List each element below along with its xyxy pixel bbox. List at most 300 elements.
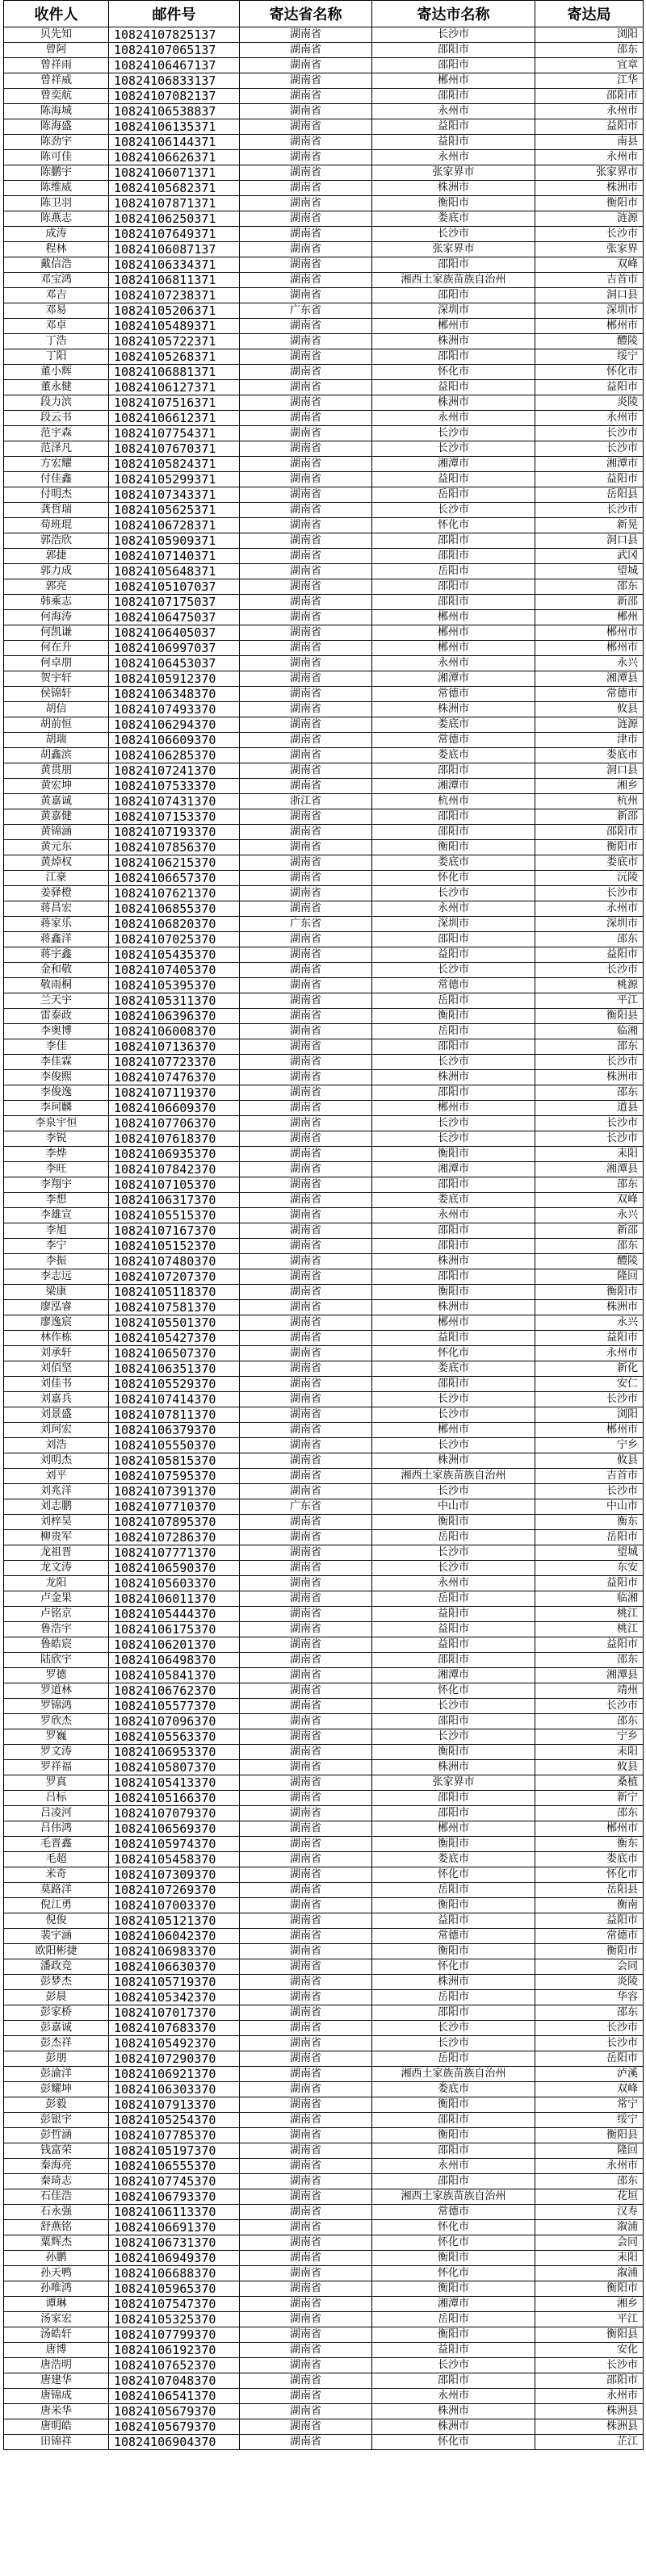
dest-bureau-cell: 邵东 [535, 1039, 644, 1055]
dest-bureau-cell: 中山市 [535, 1499, 644, 1515]
dest-province-cell: 湖南省 [240, 1484, 372, 1499]
tracking-number-cell: 10824106555370 [109, 2159, 240, 2174]
dest-bureau-cell: 会同 [535, 2235, 644, 2251]
dest-city-cell: 邵阳市 [372, 1791, 535, 1806]
recipient-cell: 钱富荣 [4, 2143, 109, 2159]
recipient-cell: 戴信浩 [4, 257, 109, 273]
table-row [4, 135, 644, 150]
table-row [4, 595, 644, 610]
dest-city-cell: 长沙市 [372, 1392, 535, 1407]
dest-province-cell: 湖南省 [240, 119, 372, 135]
recipient-cell: 黄嘉健 [4, 809, 109, 825]
table-row [4, 1193, 644, 1208]
dest-city-cell: 长沙市 [372, 1545, 535, 1561]
table-row [4, 426, 644, 441]
tracking-number-cell: 10824105648371 [109, 564, 240, 579]
dest-province-cell: 湖南省 [240, 564, 372, 579]
tracking-number-cell: 10824107207370 [109, 1269, 240, 1285]
dest-province-cell: 湖南省 [240, 1714, 372, 1729]
tracking-number-cell: 10824106351370 [109, 1361, 240, 1377]
table-row [4, 119, 644, 135]
dest-province-cell: 湖南省 [240, 1990, 372, 2005]
tracking-number-cell: 10824106657370 [109, 871, 240, 886]
recipient-cell: 李奥博 [4, 1024, 109, 1039]
dest-bureau-cell: 吉首市 [535, 1469, 644, 1484]
table-row [4, 978, 644, 993]
recipient-cell: 胡信 [4, 702, 109, 717]
table-row [4, 2404, 644, 2419]
recipient-cell: 李佳霖 [4, 1055, 109, 1070]
table-row [4, 472, 644, 487]
dest-city-cell: 娄底市 [372, 1852, 535, 1867]
dest-bureau-cell: 衡东 [535, 1515, 644, 1530]
tracking-number-cell: 10824106569370 [109, 1821, 240, 1837]
dest-province-cell: 湖南省 [240, 595, 372, 610]
table-row [4, 1162, 644, 1177]
dest-province-cell: 湖南省 [240, 104, 372, 119]
tracking-number-cell: 10824107493370 [109, 702, 240, 717]
tracking-number-cell: 10824106453037 [109, 656, 240, 671]
recipient-cell: 刘承轩 [4, 1346, 109, 1361]
dest-bureau-cell: 新邵 [535, 1223, 644, 1239]
dest-province-cell: 湖南省 [240, 1729, 372, 1745]
recipient-cell: 丁阳 [4, 349, 109, 365]
dest-province-cell: 湖南省 [240, 1116, 372, 1131]
dest-province-cell: 湖南省 [240, 2067, 372, 2082]
dest-province-cell: 湖南省 [240, 411, 372, 426]
mail-table [3, 0, 644, 2450]
dest-bureau-cell: 益阳市 [535, 1576, 644, 1591]
dest-bureau-cell: 邵东 [535, 1177, 644, 1193]
dest-bureau-cell: 新邵 [535, 809, 644, 825]
dest-bureau-cell: 炎陵 [535, 395, 644, 411]
dest-bureau-cell: 邵东 [535, 43, 644, 58]
tracking-number-cell: 10824105435370 [109, 947, 240, 963]
dest-province-cell: 湖南省 [240, 73, 372, 89]
dest-city-cell: 邵阳市 [372, 1653, 535, 1668]
dest-province-cell: 湖南省 [240, 733, 372, 748]
recipient-cell: 粟辉杰 [4, 2235, 109, 2251]
recipient-cell: 秦琦志 [4, 2174, 109, 2189]
recipient-cell: 郭捷 [4, 549, 109, 564]
table-row [4, 1714, 644, 1729]
table-row [4, 901, 644, 917]
tracking-number-cell: 10824107175037 [109, 595, 240, 610]
dest-city-cell: 郴州市 [372, 1315, 535, 1331]
dest-city-cell: 张家界市 [372, 1775, 535, 1791]
dest-province-cell: 湖南省 [240, 763, 372, 779]
dest-province-cell: 湖南省 [240, 1009, 372, 1024]
dest-province-cell: 湖南省 [240, 2051, 372, 2067]
tracking-number-cell: 10824106215370 [109, 855, 240, 871]
tracking-number-cell: 10824107391370 [109, 1484, 240, 1499]
tracking-number-cell: 10824105299371 [109, 472, 240, 487]
recipient-cell: 丁浩 [4, 334, 109, 349]
dest-bureau-cell: 益阳市 [535, 380, 644, 395]
recipient-cell: 蒋昌宏 [4, 901, 109, 917]
dest-bureau-cell: 双峰 [535, 257, 644, 273]
table-row [4, 963, 644, 978]
tracking-number-cell: 10824107745370 [109, 2174, 240, 2189]
dest-bureau-cell: 沅陵 [535, 871, 644, 886]
dest-province-cell: 湖南省 [240, 687, 372, 702]
recipient-cell: 李振 [4, 1254, 109, 1269]
dest-bureau-cell: 道县 [535, 1101, 644, 1116]
dest-bureau-cell: 桃源 [535, 978, 644, 993]
tracking-number-cell: 10824106609370 [109, 733, 240, 748]
recipient-cell: 陈劲宇 [4, 135, 109, 150]
table-row [4, 211, 644, 227]
dest-city-cell: 怀化市 [372, 2220, 535, 2235]
recipient-cell: 曾祥威 [4, 73, 109, 89]
dest-province-cell: 湖南省 [240, 1361, 372, 1377]
tracking-number-cell: 10824106731370 [109, 2235, 240, 2251]
table-row [4, 58, 644, 73]
tracking-number-cell: 10824107193370 [109, 825, 240, 840]
dest-province-cell: 湖南省 [240, 625, 372, 641]
dest-bureau-cell: 新化 [535, 1361, 644, 1377]
dest-bureau-cell: 涟源 [535, 717, 644, 733]
table-row [4, 2327, 644, 2343]
tracking-number-cell: 10824107025370 [109, 932, 240, 947]
dest-bureau-cell: 安化 [535, 2343, 644, 2358]
table-row [4, 1775, 644, 1791]
dest-province-cell: 湖南省 [240, 825, 372, 840]
tracking-number-cell: 10824105679370 [109, 2404, 240, 2419]
tracking-number-cell: 10824107096370 [109, 1714, 240, 1729]
recipient-cell: 蒋家乐 [4, 917, 109, 932]
recipient-cell: 罗文涛 [4, 1745, 109, 1760]
tracking-number-cell: 10824105489371 [109, 319, 240, 334]
recipient-cell: 龚哲瑞 [4, 503, 109, 518]
tracking-number-cell: 10824105722371 [109, 334, 240, 349]
dest-city-cell: 湘潭市 [372, 671, 535, 687]
recipient-cell: 潘政竞 [4, 1959, 109, 1975]
dest-bureau-cell: 涟源 [535, 211, 644, 227]
tracking-number-cell: 10824105444370 [109, 1607, 240, 1622]
recipient-cell: 邓易 [4, 303, 109, 319]
dest-province-cell: 湖南省 [240, 2082, 372, 2097]
dest-city-cell: 郴州市 [372, 1101, 535, 1116]
tracking-number-cell: 10824107785370 [109, 2128, 240, 2143]
recipient-cell: 李泉宇恒 [4, 1116, 109, 1131]
dest-province-cell: 湖南省 [240, 487, 372, 503]
tracking-number-cell: 10824106144371 [109, 135, 240, 150]
tracking-number-cell: 10824107082137 [109, 89, 240, 104]
recipient-cell: 孙天鸭 [4, 2266, 109, 2281]
tracking-number-cell: 10824106793370 [109, 2189, 240, 2205]
tracking-number-cell: 10824106855370 [109, 901, 240, 917]
table-row [4, 1453, 644, 1469]
table-row [4, 2113, 644, 2128]
tracking-number-cell: 10824107238371 [109, 288, 240, 303]
dest-province-cell: 湖南省 [240, 1177, 372, 1193]
dest-province-cell: 湖南省 [240, 426, 372, 441]
tracking-number-cell: 10824106042370 [109, 1929, 240, 1944]
dest-province-cell: 湖南省 [240, 549, 372, 564]
dest-province-cell: 湖南省 [240, 2128, 372, 2143]
dest-bureau-cell: 长沙市 [535, 963, 644, 978]
table-row [4, 1407, 644, 1423]
recipient-cell: 范泽凡 [4, 441, 109, 457]
tracking-number-cell: 10824105152370 [109, 1239, 240, 1254]
dest-bureau-cell: 郴州市 [535, 641, 644, 656]
dest-city-cell: 株洲市 [372, 1975, 535, 1990]
dest-province-cell: 湖南省 [240, 58, 372, 73]
recipient-cell: 彭嘉诚 [4, 2021, 109, 2036]
dest-bureau-cell: 隆回 [535, 1269, 644, 1285]
tracking-number-cell: 10824107079370 [109, 1806, 240, 1821]
dest-province-cell: 湖南省 [240, 1653, 372, 1668]
table-row [4, 763, 644, 779]
dest-bureau-cell: 永州市 [535, 2389, 644, 2404]
dest-province-cell: 湖南省 [240, 1346, 372, 1361]
dest-province-cell: 广东省 [240, 1499, 372, 1515]
dest-province-cell: 湖南省 [240, 1515, 372, 1530]
tracking-number-cell: 10824106113370 [109, 2205, 240, 2220]
dest-city-cell: 益阳市 [372, 119, 535, 135]
table-row [4, 564, 644, 579]
tracking-number-cell: 10824107595370 [109, 1469, 240, 1484]
table-row [4, 1361, 644, 1377]
recipient-cell: 黄焯权 [4, 855, 109, 871]
tracking-number-cell: 10824107286370 [109, 1530, 240, 1545]
recipient-cell: 邓宝鸿 [4, 273, 109, 288]
dest-bureau-cell: 浏阳 [535, 27, 644, 43]
dest-bureau-cell: 长沙市 [535, 2358, 644, 2373]
recipient-cell: 何海涛 [4, 610, 109, 625]
dest-province-cell: 湖南省 [240, 1760, 372, 1775]
recipient-cell: 蒋宇鑫 [4, 947, 109, 963]
tracking-number-cell: 10824107842370 [109, 1162, 240, 1177]
tracking-number-cell: 10824107105370 [109, 1177, 240, 1193]
dest-city-cell: 邵阳市 [372, 288, 535, 303]
dest-bureau-cell: 怀化市 [535, 365, 644, 380]
table-row [4, 365, 644, 380]
recipient-cell: 彭朋 [4, 2051, 109, 2067]
tracking-number-cell: 10824105965370 [109, 2281, 240, 2297]
dest-province-cell: 湖南省 [240, 840, 372, 855]
dest-province-cell: 湖南省 [240, 1959, 372, 1975]
dest-province-cell: 湖南省 [240, 656, 372, 671]
table-row [4, 1867, 644, 1883]
tracking-number-cell: 10824105427370 [109, 1331, 240, 1346]
recipient-cell: 郭浩欣 [4, 533, 109, 549]
recipient-cell: 罗祥福 [4, 1760, 109, 1775]
tracking-number-cell: 10824106691370 [109, 2220, 240, 2235]
dest-province-cell: 湖南省 [240, 1806, 372, 1821]
dest-city-cell: 益阳市 [372, 947, 535, 963]
recipient-cell: 方宏耀 [4, 457, 109, 472]
table-row [4, 2036, 644, 2051]
dest-city-cell: 永州市 [372, 104, 535, 119]
recipient-cell: 何卓朋 [4, 656, 109, 671]
table-row [4, 2312, 644, 2327]
dest-bureau-cell: 永兴 [535, 1208, 644, 1223]
dest-province-cell: 湖南省 [240, 181, 372, 196]
dest-city-cell: 衡阳市 [372, 2097, 535, 2113]
table-row [4, 871, 644, 886]
dest-bureau-cell: 江华 [535, 73, 644, 89]
table-row [4, 825, 644, 840]
dest-bureau-cell: 长沙市 [535, 1131, 644, 1147]
dest-bureau-cell: 炎陵 [535, 1975, 644, 1990]
table-row [4, 641, 644, 656]
recipient-cell: 唐米华 [4, 2404, 109, 2419]
dest-province-cell: 湖南省 [240, 242, 372, 257]
recipient-cell: 范宇森 [4, 426, 109, 441]
table-row [4, 1085, 644, 1101]
dest-city-cell: 深圳市 [372, 303, 535, 319]
table-row [4, 1239, 644, 1254]
dest-bureau-cell: 岳阳市 [535, 2051, 644, 2067]
dest-city-cell: 郴州市 [372, 625, 535, 641]
table-row [4, 1223, 644, 1239]
dest-city-cell: 衡阳市 [372, 1515, 535, 1530]
dest-city-cell: 郴州市 [372, 319, 535, 334]
tracking-number-cell: 10824106405037 [109, 625, 240, 641]
dest-province-cell: 湖南省 [240, 2159, 372, 2174]
dest-bureau-cell: 郴州市 [535, 319, 644, 334]
tracking-number-cell: 10824107618370 [109, 1131, 240, 1147]
dest-city-cell: 长沙市 [372, 2021, 535, 2036]
dest-bureau-cell: 衡东 [535, 1837, 644, 1852]
dest-city-cell: 邵阳市 [372, 58, 535, 73]
dest-city-cell: 郴州市 [372, 1423, 535, 1438]
table-row [4, 1116, 644, 1131]
recipient-cell: 刘佰坚 [4, 1361, 109, 1377]
dest-bureau-cell: 衡阳市 [535, 2281, 644, 2297]
table-row [4, 2174, 644, 2189]
tracking-number-cell: 10824106507370 [109, 1346, 240, 1361]
table-row [4, 840, 644, 855]
dest-province-cell: 湖南省 [240, 1407, 372, 1423]
dest-province-cell: 湖南省 [240, 1975, 372, 1990]
table-row [4, 2343, 644, 2358]
recipient-cell: 唐建华 [4, 2373, 109, 2389]
dest-city-cell: 邵阳市 [372, 1085, 535, 1101]
dest-city-cell: 怀化市 [372, 2266, 535, 2281]
recipient-cell: 黄锦涵 [4, 825, 109, 840]
tracking-number-cell: 10824107754371 [109, 426, 240, 441]
tracking-number-cell: 10824105909371 [109, 533, 240, 549]
dest-province-cell: 湖南省 [240, 380, 372, 395]
recipient-cell: 莫路洋 [4, 1883, 109, 1898]
dest-province-cell: 湖南省 [240, 1545, 372, 1561]
dest-province-cell: 湖南省 [240, 43, 372, 58]
dest-province-cell: 湖南省 [240, 211, 372, 227]
tracking-number-cell: 10824106334371 [109, 257, 240, 273]
recipient-cell: 姜驿橙 [4, 886, 109, 901]
table-row [4, 1821, 644, 1837]
dest-city-cell: 永州市 [372, 150, 535, 165]
header-tracking-number: 邮件号 [109, 1, 240, 27]
tracking-number-cell: 10824106348370 [109, 687, 240, 702]
dest-bureau-cell: 郴州市 [535, 625, 644, 641]
tracking-number-cell: 10824106192370 [109, 2343, 240, 2358]
table-row [4, 1975, 644, 1990]
dest-bureau-cell: 长沙市 [535, 227, 644, 242]
recipient-cell: 李佳 [4, 1039, 109, 1055]
table-row [4, 1668, 644, 1683]
tracking-number-cell: 10824105807370 [109, 1760, 240, 1775]
dest-city-cell: 湘潭市 [372, 457, 535, 472]
table-row [4, 150, 644, 165]
table-row [4, 1024, 644, 1039]
recipient-cell: 彭家桥 [4, 2005, 109, 2021]
table-row [4, 625, 644, 641]
tracking-number-cell: 10824105824371 [109, 457, 240, 472]
recipient-cell: 曾祥雨 [4, 58, 109, 73]
dest-city-cell: 邵阳市 [372, 1806, 535, 1821]
dest-bureau-cell: 衡阳市 [535, 1285, 644, 1300]
dest-city-cell: 怀化市 [372, 2235, 535, 2251]
dest-city-cell: 邵阳市 [372, 2373, 535, 2389]
recipient-cell: 陈海盛 [4, 119, 109, 135]
tracking-number-cell: 10824107065137 [109, 43, 240, 58]
dest-city-cell: 衡阳市 [372, 1898, 535, 1913]
dest-bureau-cell: 津市 [535, 733, 644, 748]
tracking-number-cell: 10824106833137 [109, 73, 240, 89]
dest-city-cell: 邵阳市 [372, 932, 535, 947]
dest-bureau-cell: 邵东 [535, 2005, 644, 2021]
dest-bureau-cell: 湘潭市 [535, 457, 644, 472]
dest-bureau-cell: 新宁 [535, 1791, 644, 1806]
recipient-cell: 陈可佳 [4, 150, 109, 165]
dest-bureau-cell: 双峰 [535, 2082, 644, 2097]
dest-province-cell: 湖南省 [240, 2005, 372, 2021]
dest-bureau-cell: 醴陵 [535, 334, 644, 349]
recipient-cell: 敬雨桐 [4, 978, 109, 993]
dest-city-cell: 长沙市 [372, 1438, 535, 1453]
dest-city-cell: 益阳市 [372, 1331, 535, 1346]
recipient-cell: 龙文涛 [4, 1561, 109, 1576]
tracking-number-cell: 10824106612371 [109, 411, 240, 426]
recipient-cell: 龙祖晋 [4, 1545, 109, 1561]
table-row [4, 2097, 644, 2113]
table-row [4, 257, 644, 273]
dest-province-cell: 湖南省 [240, 1193, 372, 1208]
dest-bureau-cell: 耒阳 [535, 1745, 644, 1760]
table-row [4, 1346, 644, 1361]
dest-city-cell: 邵阳市 [372, 257, 535, 273]
table-row [4, 196, 644, 211]
recipient-cell: 吕伟鸿 [4, 1821, 109, 1837]
tracking-number-cell: 10824107119370 [109, 1085, 240, 1101]
tracking-number-cell: 10824105107037 [109, 579, 240, 595]
table-row [4, 2067, 644, 2082]
dest-province-cell: 湖南省 [240, 165, 372, 181]
table-row [4, 1545, 644, 1561]
recipient-cell: 李雄宣 [4, 1208, 109, 1223]
recipient-cell: 廖泓睿 [4, 1300, 109, 1315]
dest-bureau-cell: 长沙市 [535, 441, 644, 457]
recipient-cell: 李锐 [4, 1131, 109, 1147]
tracking-number-cell: 10824106949370 [109, 2251, 240, 2266]
dest-province-cell: 湖南省 [240, 2205, 372, 2220]
tracking-number-cell: 10824107048370 [109, 2373, 240, 2389]
dest-province-cell: 湖南省 [240, 89, 372, 104]
dest-city-cell: 深圳市 [372, 917, 535, 932]
table-row [4, 242, 644, 257]
tracking-number-cell: 10824105679370 [109, 2419, 240, 2435]
dest-city-cell: 邵阳市 [372, 1177, 535, 1193]
dest-bureau-cell: 吉首市 [535, 273, 644, 288]
table-row [4, 273, 644, 288]
dest-bureau-cell: 洞口县 [535, 533, 644, 549]
dest-city-cell: 长沙市 [372, 1055, 535, 1070]
table-row [4, 104, 644, 119]
